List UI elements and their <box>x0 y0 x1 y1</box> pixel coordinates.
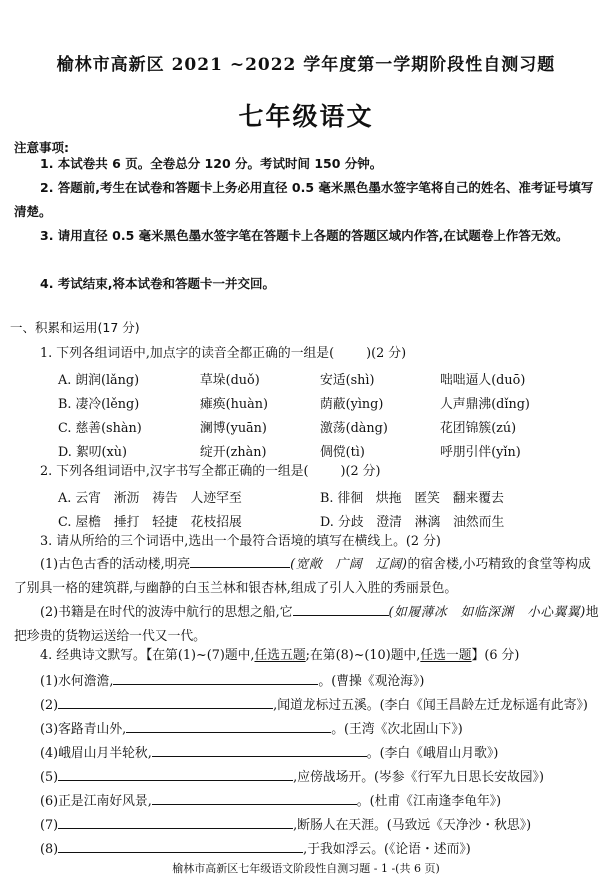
poem-pre: (3)客路青山外, <box>40 722 127 737</box>
poem-post: 。(李白《峨眉山月歌》) <box>366 746 499 761</box>
fill-blank[interactable] <box>293 602 389 616</box>
poem-line-8 <box>40 839 471 858</box>
question-4-stem <box>40 648 519 664</box>
exam-title: 榆林市高新区 2021 ~2022 学年度第一学期阶段性自测习题 <box>56 55 556 75</box>
option-cell: 倜傥(tì) <box>320 445 365 460</box>
q4-stem-b: ;在第(8)~(10)题中, <box>305 648 421 663</box>
q4-stem-c: 】(6 分) <box>471 648 520 663</box>
fill-blank[interactable] <box>58 839 303 853</box>
question-3-stem: 3. 请从所给的三个词语中,选出一个最符合语境的填写在横线上。(2 分) <box>40 534 441 549</box>
question-stem-text: 1. 下列各组词语中,加点字的读音全都正确的一组是( <box>40 346 335 361</box>
q3-p2-choices: (如履薄冰 如临深渊 小心翼翼) <box>388 605 586 620</box>
exam-subtitle: 七年级语文 <box>238 102 374 131</box>
fill-blank[interactable] <box>126 719 331 733</box>
option-cell: C. 慈善(shàn) <box>58 421 142 436</box>
q3-p1-choices: (宽敞 广阔 辽阔) <box>290 557 408 572</box>
q3-p2-text-a: (2)书籍是在时代的波涛中航行的思想之船,它 <box>40 605 293 620</box>
question-1-stem <box>40 346 406 362</box>
option-cell: 荫蔽(yìng) <box>320 397 384 412</box>
poem-line-2 <box>40 695 588 714</box>
notes-heading: 注意事项: <box>14 140 69 155</box>
q3-p1-text-a: (1)古色古香的活动楼,明亮 <box>40 557 191 572</box>
option-cell: C. 屋檐 捶打 轻捷 花枝招展 <box>58 515 242 530</box>
option-cell: 瘫痪(huàn) <box>200 397 268 412</box>
question-2-stem <box>40 464 380 480</box>
question-stem-text: 2. 下列各组词语中,汉字书写全都正确的一组是( <box>40 464 309 479</box>
poem-line-3 <box>40 719 463 738</box>
question-3-part-2 <box>14 601 600 649</box>
poem-line-4 <box>40 743 498 762</box>
poem-post: ,断肠人在天涯。(马致远《天净沙・秋思》) <box>293 818 532 833</box>
poem-pre: (7) <box>40 818 59 833</box>
option-cell: B. 凄冷(lěng) <box>58 397 140 412</box>
fill-blank[interactable] <box>190 554 290 568</box>
fill-blank[interactable] <box>58 815 293 829</box>
note-item: 2. 答题前,考生在试卷和答题卡上务必用直径 0.5 毫米黑色墨水签字笔将自己的姓名、准考证号填写清楚。 <box>14 180 594 219</box>
option-cell: D. 絮叨(xù) <box>58 445 127 460</box>
question-score: )(2 分) <box>366 346 407 361</box>
poem-post: ,应傍战场开。(岑参《行军九日思长安故园》) <box>293 770 544 785</box>
poem-pre: (1)水何澹澹, <box>40 674 114 689</box>
section-heading: 一、积累和运用(17 分) <box>10 320 140 335</box>
option-cell: B. 徘徊 烘拖 匿笑 翻来覆去 <box>320 491 504 506</box>
option-cell: 安适(shì) <box>320 373 375 388</box>
poem-pre: (2) <box>40 698 59 713</box>
fill-blank[interactable] <box>113 671 318 685</box>
fill-blank[interactable] <box>152 791 357 805</box>
question-score: )(2 分) <box>340 464 381 479</box>
option-cell: 人声鼎沸(dǐng) <box>440 397 530 412</box>
poem-line-6 <box>40 791 501 810</box>
option-cell: D. 分歧 澄清 淋漓 油然而生 <box>320 515 505 530</box>
poem-pre: (6)正是江南好风景, <box>40 794 152 809</box>
q3-p2-text-b: 地把珍贵的货物运送给一代又一代。 <box>14 605 599 644</box>
q3-p1-text-b: 的宿舍楼,小巧精致的食堂等构成了别具一格的建筑群,与幽静的白玉兰林和银杏林,组成了引人入胜的秀丽景色。 <box>14 557 591 596</box>
poem-post: ,闻道龙标过五溪。(李白《闻王昌龄左迁龙标遥有此寄》) <box>273 698 588 713</box>
poem-pre: (8) <box>40 842 59 857</box>
option-cell: 澜博(yuān) <box>200 421 267 436</box>
note-item: 1. 本试卷共 6 页。全卷总分 120 分。考试时间 150 分钟。 <box>40 156 383 171</box>
poem-line-5 <box>40 767 544 786</box>
q4-stem-u2: 任选一题 <box>420 648 472 663</box>
note-item: 4. 考试结束,将本试卷和答题卡一并交回。 <box>40 276 276 291</box>
option-cell: 绽开(zhàn) <box>200 445 267 460</box>
question-3-part-1 <box>14 553 600 601</box>
fill-blank[interactable] <box>152 743 367 757</box>
option-cell: 草垛(duǒ) <box>200 373 260 388</box>
poem-post: 。(杜甫《江南逢李龟年》) <box>356 794 502 809</box>
poem-post: 。(王湾《次北固山下》) <box>331 722 463 737</box>
option-cell: 咄咄逼人(duō) <box>440 373 526 388</box>
fill-blank[interactable] <box>58 767 293 781</box>
q4-stem-u1: 任选五题 <box>254 648 306 663</box>
option-cell: 花团锦簇(zú) <box>440 421 517 436</box>
q4-stem-a: 4. 经典诗文默写。【在第(1)~(7)题中, <box>40 648 255 663</box>
option-cell: 激荡(dàng) <box>320 421 388 436</box>
poem-post: ,于我如浮云。(《论语・述而》) <box>303 842 471 857</box>
poem-line-1 <box>40 671 424 690</box>
option-cell: A. 云宵 淅沥 祷告 人迹罕至 <box>58 491 242 506</box>
note-item: 3. 请用直径 0.5 毫米黑色墨水签字笔在答题卡上各题的答题区域内作答,在试题卷上作答无效。 <box>40 228 569 243</box>
page-footer: 榆林市高新区七年级语文阶段性自测习题 - 1 -(共 6 页) <box>172 862 440 875</box>
poem-line-7 <box>40 815 531 834</box>
fill-blank[interactable] <box>58 695 273 709</box>
poem-post: 。(曹操《观沧海》) <box>318 674 425 689</box>
option-cell: A. 朗润(lǎng) <box>58 373 140 388</box>
option-cell: 呼朋引伴(yǐn) <box>440 445 521 460</box>
poem-pre: (5) <box>40 770 59 785</box>
poem-pre: (4)峨眉山月半轮秋, <box>40 746 152 761</box>
